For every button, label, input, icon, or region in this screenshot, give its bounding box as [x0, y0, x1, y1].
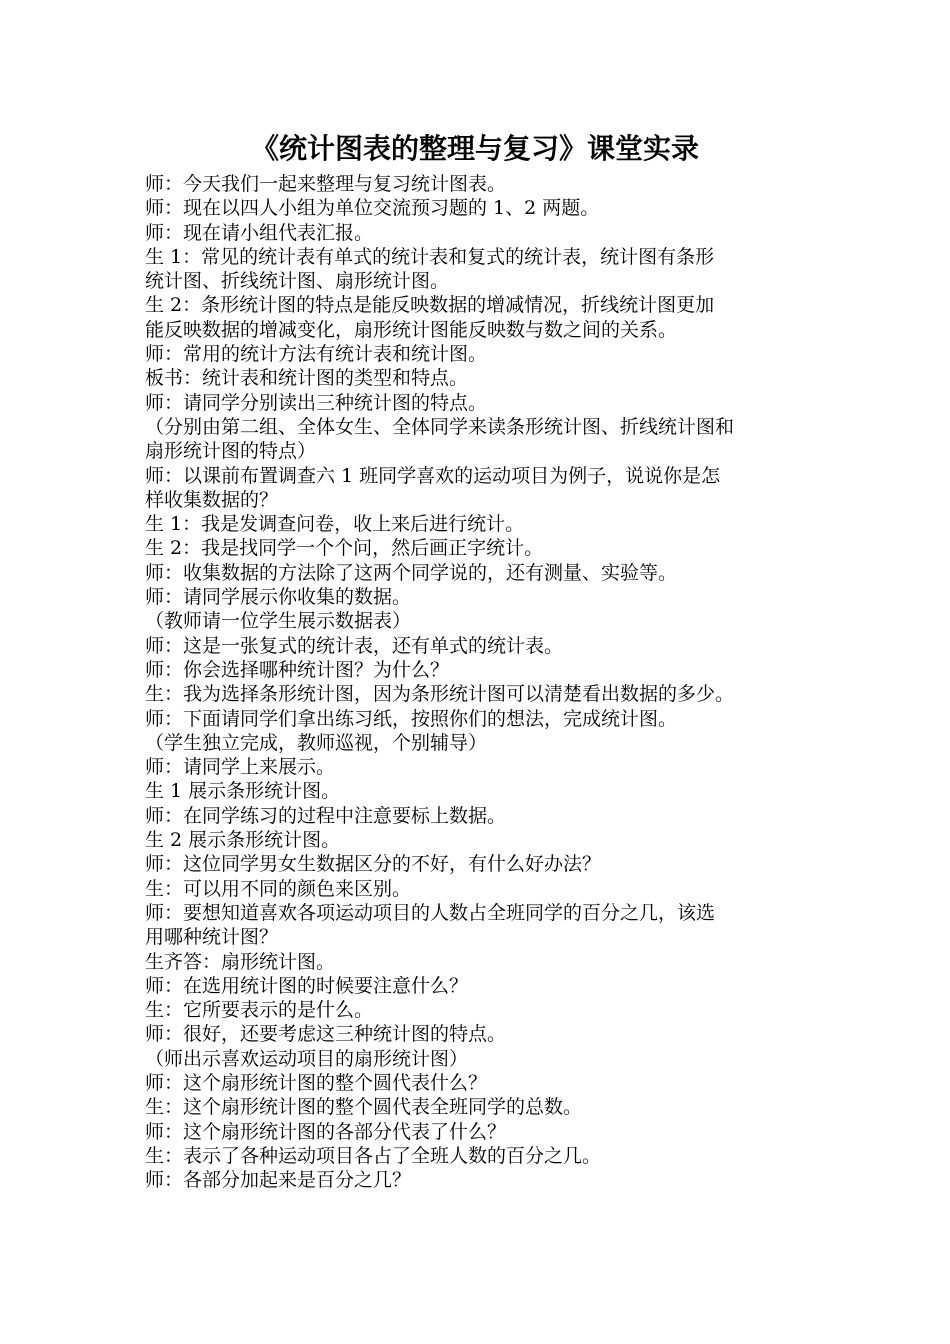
text-line: 师：这个扇形统计图的各部分代表了什么？ — [145, 1120, 507, 1143]
text-line: 师：很好，还要考虑这三种统计图的特点。 — [145, 1023, 507, 1046]
document-body — [145, 172, 825, 1192]
text-line: 师：各部分加起来是百分之几？ — [145, 1169, 412, 1192]
text-line: 统计图、折线统计图、扇形统计图。 — [145, 270, 450, 293]
document-title: 《统计图表的整理与复习》课堂实录 — [250, 132, 699, 165]
text-line: 师：请同学上来展示。 — [145, 756, 336, 779]
text-line: 生：我为选择条形统计图，因为条形统计图可以清楚看出数据的多少。 — [145, 683, 735, 706]
text-line: 生 1：我是发调查问卷，收上来后进行统计。 — [145, 513, 525, 536]
text-line: 师：在选用统计图的时候要注意什么？ — [145, 974, 469, 997]
text-line: 师：要想知道喜欢各项运动项目的人数占全班同学的百分之几，该选 — [145, 901, 716, 924]
text-line: 生 2：我是找同学一个个问，然后画正字统计。 — [145, 537, 544, 560]
text-line: 生 1：常见的统计表有单式的统计表和复式的统计表，统计图有条形 — [145, 245, 715, 268]
text-line: 师：这个扇形统计图的整个圆代表什么？ — [145, 1071, 488, 1094]
text-line: 生 2：条形统计图的特点是能反映数据的增减情况，折线统计图更加 — [145, 294, 715, 317]
text-line: 师：现在请小组代表汇报。 — [145, 221, 374, 244]
text-line: （师出示喜欢运动项目的扇形统计图） — [145, 1047, 469, 1070]
text-line: 样收集数据的？ — [145, 488, 279, 511]
text-line: （教师请一位学生展示数据表） — [145, 610, 412, 633]
text-line: 用哪种统计图？ — [145, 926, 279, 949]
text-line: 生：表示了各种运动项目各占了全班人数的百分之几。 — [145, 1144, 602, 1167]
text-line: 生：它所要表示的是什么。 — [145, 999, 374, 1022]
text-line: 生：这个扇形统计图的整个圆代表全班同学的总数。 — [145, 1096, 583, 1119]
text-line: （学生独立完成，教师巡视，个别辅导） — [145, 731, 488, 754]
text-line: 师：请同学分别读出三种统计图的特点。 — [145, 391, 488, 414]
text-line: 能反映数据的增减变化，扇形统计图能反映数与数之间的关系。 — [145, 318, 678, 341]
text-line: 师：下面请同学们拿出练习纸，按照你们的想法，完成统计图。 — [145, 707, 678, 730]
text-line: 师：常用的统计方法有统计表和统计图。 — [145, 343, 488, 366]
text-line: 师：请同学展示你收集的数据。 — [145, 586, 412, 609]
text-line: 师：在同学练习的过程中注意要标上数据。 — [145, 804, 507, 827]
text-line: 师：现在以四人小组为单位交流预习题的 1、2 两题。 — [145, 197, 600, 220]
text-line: 生 1 展示条形统计图。 — [145, 780, 341, 803]
text-line: 生齐答：扇形统计图。 — [145, 950, 336, 973]
text-line: （分别由第二组、全体女生、全体同学来读条形统计图、折线统计图和 — [145, 415, 735, 438]
text-line: 师：你会选择哪种统计图？为什么？ — [145, 658, 450, 681]
text-line: 扇形统计图的特点） — [145, 440, 317, 463]
text-line: 生 2 展示条形统计图。 — [145, 829, 341, 852]
text-line: 生：可以用不同的颜色来区别。 — [145, 877, 412, 900]
text-line: 师：今天我们一起来整理与复习统计图表。 — [145, 173, 507, 195]
text-line: 师：这是一张复式的统计表，还有单式的统计表。 — [145, 634, 564, 657]
text-line: 师：这位同学男女生数据区分的不好，有什么好办法？ — [145, 853, 602, 876]
text-line: 板书：统计表和统计图的类型和特点。 — [145, 367, 469, 390]
text-line: 师：以课前布置调查六 1 班同学喜欢的运动项目为例子，说说你是怎 — [145, 464, 721, 487]
text-line: 师：收集数据的方法除了这两个同学说的，还有测量、实验等。 — [145, 561, 678, 584]
